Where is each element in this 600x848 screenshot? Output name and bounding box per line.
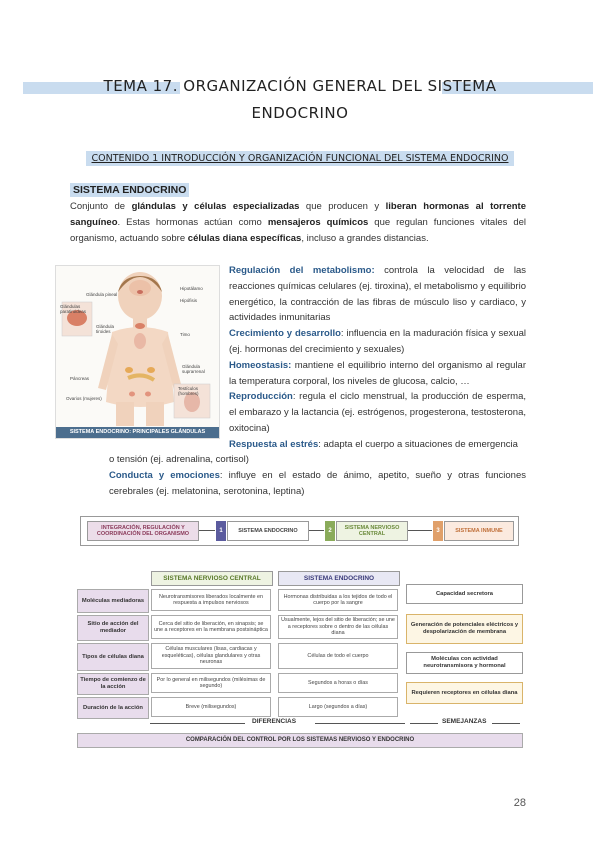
endocrine-glands-figure xyxy=(55,265,220,439)
cell-endocrine-site: Usualmente, lejos del sitio de liberación; se une a receptores sobre o dentro de las células diana xyxy=(278,615,398,639)
flow-connector xyxy=(408,530,432,531)
differences-label: DIFERENCIAS xyxy=(252,718,297,725)
label-thyroid: Glándula tiroides xyxy=(96,324,115,334)
function-reproduction: Reproducción: regula el ciclo menstrual, la producción de esperma, el embarazo y la lactancia (ej. estrógenos, progesterona, testosterona, oxitocina) xyxy=(229,391,526,434)
similarities-line-right xyxy=(492,723,520,724)
flow-num-3: 3 xyxy=(433,521,443,541)
cell-endocrine-target: Células de todo el cuerpo xyxy=(278,643,398,669)
function-stress-continued: o tensión (ej. adrenalina, cortisol) xyxy=(109,454,249,465)
row-label-target: Tipos de células diana xyxy=(77,643,149,671)
label-pineal: Glándula pineal xyxy=(86,292,118,297)
functions-list xyxy=(229,263,526,453)
flow-box-immune: SISTEMA INMUNE xyxy=(444,521,514,541)
cell-nervous-molecules: Neurotransmisores liberados localmente en respuesta a impulsos nerviosos xyxy=(151,589,271,611)
systems-flow-diagram xyxy=(80,516,519,546)
cell-nervous-site: Cerca del sitio de liberación, en sinapsis; se une a receptores en la membrana postsináptica xyxy=(151,615,271,639)
row-label-duration: Duración de la acción xyxy=(77,697,149,719)
section-heading: SISTEMA ENDOCRINO xyxy=(70,183,189,197)
flow-box-endocrine: SISTEMA ENDOCRINO xyxy=(227,521,309,541)
function-homeostasis: Homeostasis: mantiene el equilibrio interno del organismo al regular la temperatura corporal, los niveles de glucosa, calcio, … xyxy=(229,359,526,387)
cell-endocrine-molecules: Hormonas distribuidas a los tejidos de todo el cuerpo por la sangre xyxy=(278,589,398,611)
page-title-line2: ENDOCRINO xyxy=(251,104,349,122)
col-header-endocrine: SISTEMA ENDOCRINO xyxy=(278,571,400,586)
function-metabolism: Regulación del metabolismo: controla la velocidad de las reacciones químicas celulares (ej. tiroxina), el metabolismo y equilibrio energético, la contracción de las fibras de músculo liso y cardiaco, y actividades inmunitarias xyxy=(229,265,526,324)
label-ovaries: Ovarios (mujeres) xyxy=(66,396,102,401)
label-pituitary: Hipófisis xyxy=(180,298,198,303)
similarities-label: SEMEJANZAS xyxy=(442,718,487,725)
row-label-onset: Tiempo de comienzo de la acción xyxy=(77,673,149,695)
flow-main-box: INTEGRACIÓN, REGULACIÓN Y COORDINACIÓN DEL ORGANISMO xyxy=(87,521,199,541)
comparison-footer-bar: COMPARACIÓN DEL CONTROL POR LOS SISTEMAS NERVIOSO Y ENDOCRINO xyxy=(77,733,523,748)
label-hypothalamus: Hipotálamo xyxy=(180,286,203,291)
flow-connector xyxy=(199,530,215,531)
differences-line-left xyxy=(150,723,245,724)
page-title-line1: TEMA 17. ORGANIZACIÓN GENERAL DEL SISTEMA xyxy=(103,77,497,95)
similarities-line-left xyxy=(410,723,438,724)
similarity-potentials: Generación de potenciales eléctricos y despolarización de membrana xyxy=(406,614,523,644)
figure-caption: SISTEMA ENDOCRINO: PRINCIPALES GLÁNDULAS xyxy=(56,427,219,438)
content-subtitle: CONTENIDO 1 INTRODUCCIÓN Y ORGANIZACIÓN FUNCIONAL DEL SISTEMA ENDOCRINO xyxy=(0,148,600,166)
flow-num-1: 1 xyxy=(216,521,226,541)
flow-num-2: 2 xyxy=(325,521,335,541)
col-header-nervous: SISTEMA NERVIOSO CENTRAL xyxy=(151,571,273,586)
intro-paragraph: Conjunto de glándulas y células especializadas que producen y liberan hormonas al torrente sanguíneo. Estas hormonas actúan como mensajeros químicos que regulan funciones vitales del organismo, actuando sobre células diana específicas, incluso a grandes distancias. xyxy=(70,201,527,244)
label-pancreas: Páncreas xyxy=(70,376,90,381)
cell-nervous-onset: Por lo general en milisegundos (milésimas de segundo) xyxy=(151,673,271,693)
row-label-molecules: Moléculas mediadoras xyxy=(77,589,149,613)
label-testes: Testículos (hombres) xyxy=(178,386,199,396)
label-adrenal: Glándula suprarrenal xyxy=(182,364,205,374)
cell-nervous-duration: Breve (milisegundos) xyxy=(151,697,271,717)
similarity-molecules: Moléculas con actividad neurotransmisora y hormonal xyxy=(406,652,523,674)
flow-box-nervous: SISTEMA NERVIOSO CENTRAL xyxy=(336,521,408,541)
function-growth: Crecimiento y desarrollo: influencia en la maduración física y sexual (ej. hormonas del crecimiento y sexuales) xyxy=(229,328,526,355)
page-number: 28 xyxy=(513,797,526,809)
differences-line-right xyxy=(315,723,405,724)
label-parathyroid: Glándulas paratiroideas xyxy=(60,304,87,314)
label-thymus: Timo xyxy=(180,332,190,337)
row-label-site: Sitio de acción del mediador xyxy=(77,615,149,641)
flow-connector xyxy=(309,530,324,531)
function-conduct: Conducta y emociones: influye en el estado de ánimo, apetito, sueño y otras funciones cerebrales (ej. melatonina, serotonina, leptina) xyxy=(109,470,526,497)
cell-nervous-target: Células musculares (lisas, cardiacas y esqueléticas), células glandulares y otras neuronas xyxy=(151,643,271,669)
cell-endocrine-duration: Largo (segundos a días) xyxy=(278,697,398,717)
function-stress: Respuesta al estrés: adapta el cuerpo a situaciones de emergencia xyxy=(229,438,518,450)
cell-endocrine-onset: Segundos a horas o días xyxy=(278,673,398,693)
similarity-receptors: Requieren receptores en células diana xyxy=(406,682,523,704)
similarity-secretory: Capacidad secretora xyxy=(406,584,523,604)
